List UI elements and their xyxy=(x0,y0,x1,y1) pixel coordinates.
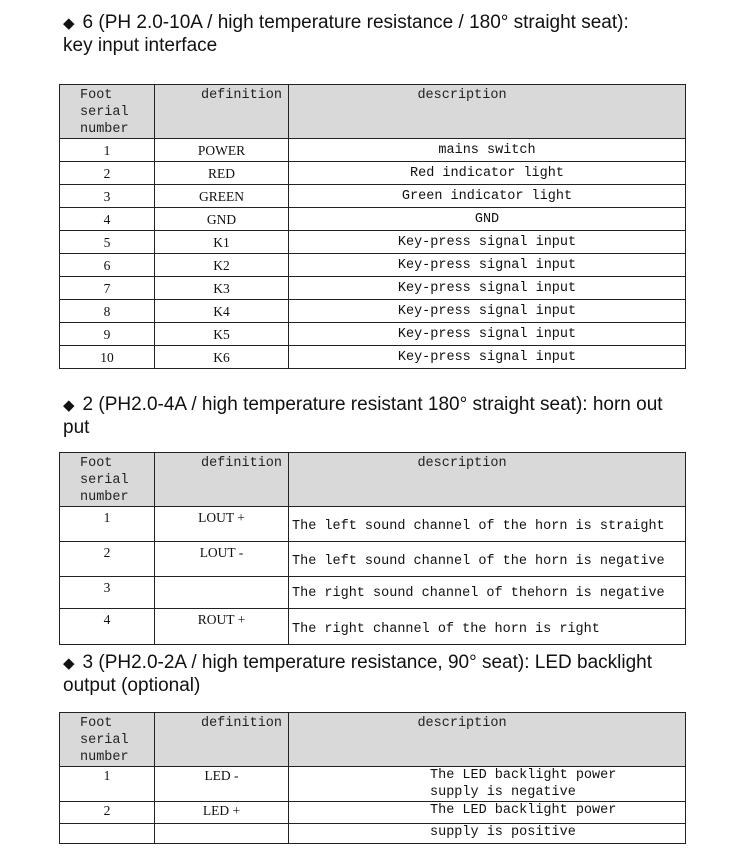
key-input-table xyxy=(59,84,686,369)
definition-cell: K6 xyxy=(155,346,289,369)
description-cell: Key-press signal input xyxy=(289,300,686,323)
header-foot-serial-number: Foot serial number xyxy=(60,453,155,507)
heading-line: key input interface xyxy=(63,35,218,56)
description-cell: The left sound channel of the horn is straight xyxy=(289,507,686,542)
table-row xyxy=(60,323,686,346)
definition-cell: K5 xyxy=(155,323,289,346)
definition-cell: K3 xyxy=(155,277,289,300)
section-3-heading xyxy=(63,652,652,697)
foot-number-cell: 4 xyxy=(60,208,155,231)
foot-number-cell: 3 xyxy=(60,185,155,208)
definition-cell: GND xyxy=(155,208,289,231)
definition-cell: LOUT + xyxy=(155,507,289,542)
description-cell: The left sound channel of the horn is negative xyxy=(289,542,686,577)
horn-output-table xyxy=(59,452,686,645)
header-foot-serial-number: Foot serial number xyxy=(60,713,155,767)
table-row xyxy=(60,139,686,162)
header-description: description xyxy=(289,713,686,767)
foot-number-cell: 4 xyxy=(60,609,155,645)
table-row xyxy=(60,277,686,300)
definition-cell: K1 xyxy=(155,231,289,254)
header-foot-serial-number: Foot serial number xyxy=(60,85,155,139)
foot-number-cell: 2 xyxy=(60,542,155,577)
definition-cell: POWER xyxy=(155,139,289,162)
foot-number-cell: 5 xyxy=(60,231,155,254)
definition-cell: LED - xyxy=(155,767,289,802)
table-row xyxy=(60,542,686,577)
foot-number-cell: 2 xyxy=(60,162,155,185)
definition-cell: ROUT + xyxy=(155,609,289,645)
table-header-row xyxy=(60,713,686,767)
table-row xyxy=(60,609,686,645)
description-cell: The right sound channel of thehorn is negative xyxy=(289,577,686,609)
description-cell: Red indicator light xyxy=(289,162,686,185)
table-row xyxy=(60,346,686,369)
foot-number-cell: 2 xyxy=(60,802,155,824)
heading-line: output (optional) xyxy=(63,675,201,696)
bullet-diamond-icon: ◆ xyxy=(63,397,75,414)
foot-number-cell: 8 xyxy=(60,300,155,323)
definition-cell: GREEN xyxy=(155,185,289,208)
definition-cell xyxy=(155,577,289,609)
description-cell: The LED backlight power xyxy=(289,802,686,824)
table-row xyxy=(60,208,686,231)
description-cell: Key-press signal input xyxy=(289,277,686,300)
description-cell: Key-press signal input xyxy=(289,254,686,277)
foot-number-cell: 6 xyxy=(60,254,155,277)
table-row xyxy=(60,577,686,609)
table-header-row xyxy=(60,453,686,507)
description-cell: The LED backlight power supply is negative xyxy=(289,767,686,802)
description-cell: Key-press signal input xyxy=(289,346,686,369)
heading-line: 6 (PH 2.0-10A / high temperature resistance / 180° straight seat): xyxy=(82,12,629,33)
definition-cell: LOUT - xyxy=(155,542,289,577)
table-row xyxy=(60,162,686,185)
table-row xyxy=(60,802,686,824)
foot-number-cell: 9 xyxy=(60,323,155,346)
description-cell: Green indicator light xyxy=(289,185,686,208)
foot-number-cell: 1 xyxy=(60,767,155,802)
description-cell: supply is positive xyxy=(289,824,686,844)
definition-cell: K2 xyxy=(155,254,289,277)
header-description: description xyxy=(289,453,686,507)
heading-line: put xyxy=(63,417,90,438)
foot-number-cell: 1 xyxy=(60,139,155,162)
section-2-heading xyxy=(63,394,663,439)
table-row xyxy=(60,824,686,844)
table-row xyxy=(60,507,686,542)
description-cell: The right channel of the horn is right xyxy=(289,609,686,645)
definition-cell xyxy=(155,824,289,844)
definition-cell: LED + xyxy=(155,802,289,824)
table-header-row xyxy=(60,85,686,139)
table-row xyxy=(60,767,686,802)
table-row xyxy=(60,231,686,254)
table-row xyxy=(60,185,686,208)
definition-cell: RED xyxy=(155,162,289,185)
table-row xyxy=(60,254,686,277)
bullet-diamond-icon: ◆ xyxy=(63,15,75,32)
description-cell: mains switch xyxy=(289,139,686,162)
header-description: description xyxy=(289,85,686,139)
led-backlight-table xyxy=(59,712,686,844)
foot-number-cell: 1 xyxy=(60,507,155,542)
section-1-heading xyxy=(63,12,629,57)
heading-line: 3 (PH2.0-2A / high temperature resistance, 90° seat): LED backlight xyxy=(82,652,652,673)
foot-number-cell: 7 xyxy=(60,277,155,300)
definition-cell: K4 xyxy=(155,300,289,323)
header-definition: definition xyxy=(155,85,289,139)
description-cell: Key-press signal input xyxy=(289,323,686,346)
header-definition: definition xyxy=(155,453,289,507)
table-row xyxy=(60,300,686,323)
bullet-diamond-icon: ◆ xyxy=(63,655,75,672)
foot-number-cell: 10 xyxy=(60,346,155,369)
foot-number-cell xyxy=(60,824,155,844)
foot-number-cell: 3 xyxy=(60,577,155,609)
header-definition: definition xyxy=(155,713,289,767)
description-cell: Key-press signal input xyxy=(289,231,686,254)
description-cell: GND xyxy=(289,208,686,231)
heading-line: 2 (PH2.0-4A / high temperature resistant 180° straight seat): horn out xyxy=(82,394,663,415)
